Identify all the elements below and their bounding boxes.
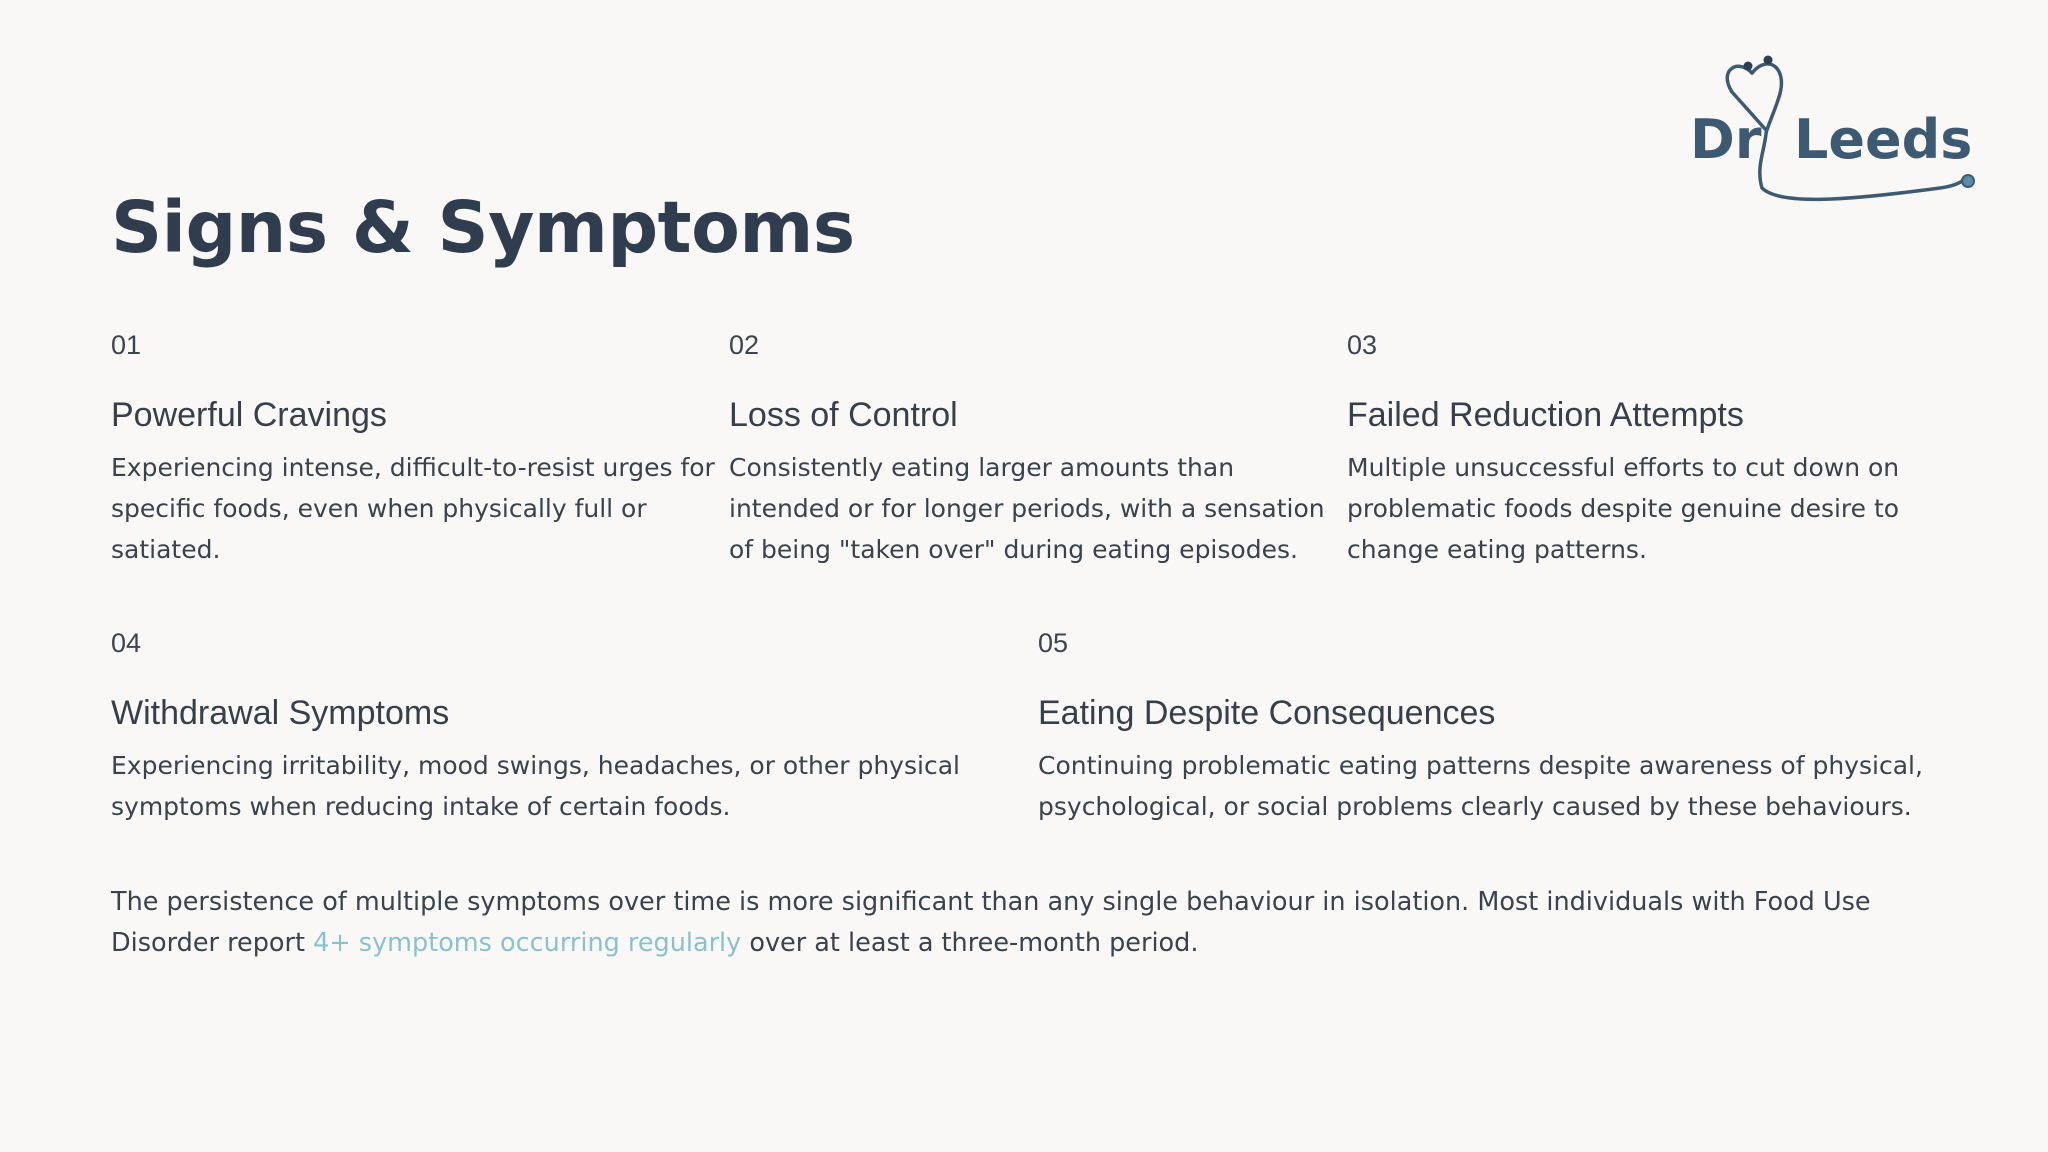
logo-text-dr: Dr: [1690, 108, 1762, 171]
symptom-card-2: [729, 329, 1339, 570]
card-number: 04: [111, 628, 142, 658]
card-title: Failed Reduction Attempts: [1347, 396, 1744, 434]
card-title: Withdrawal Symptoms: [111, 694, 450, 732]
card-number: 01: [111, 330, 142, 360]
symptom-card-3: [1347, 329, 1957, 570]
card-number: 05: [1038, 628, 1069, 658]
symptom-card-5: [1038, 627, 1938, 827]
card-title: Powerful Cravings: [111, 396, 387, 434]
card-title: Loss of Control: [729, 396, 958, 434]
card-description: Experiencing intense, difficult-to-resist urges for specific foods, even when physically full or satiated.: [111, 453, 715, 564]
card-number: 02: [729, 330, 760, 360]
summary-text-before: The persistence of multiple symptoms over time is more significant than any single behaviour in isolation. Most individuals with Food Use Disorder report: [111, 887, 1871, 958]
symptom-card-1: [111, 329, 721, 570]
card-title: Eating Despite Consequences: [1038, 694, 1496, 732]
summary-text-after: over at least a three-month period.: [741, 928, 1199, 958]
page-title: Signs & Symptoms: [111, 186, 855, 269]
card-description: Consistently eating larger amounts than intended or for longer periods, with a sensation of being "taken over" during eating episodes.: [729, 453, 1325, 564]
summary-highlight: 4+ symptoms occurring regularly: [313, 928, 742, 958]
card-description: Multiple unsuccessful efforts to cut down on problematic foods despite genuine desire to change eating patterns.: [1347, 453, 1900, 564]
card-description: Continuing problematic eating patterns despite awareness of physical, psychological, or social problems clearly caused by these behaviours.: [1038, 751, 1923, 821]
card-description: Experiencing irritability, mood swings, headaches, or other physical symptoms when reducing intake of certain foods.: [111, 751, 960, 821]
summary-paragraph: [111, 882, 1941, 964]
dr-leeds-logo: [1690, 48, 2010, 208]
card-number: 03: [1347, 330, 1378, 360]
symptom-card-4: [111, 627, 1011, 827]
logo-text-leeds: Leeds: [1794, 108, 1973, 171]
